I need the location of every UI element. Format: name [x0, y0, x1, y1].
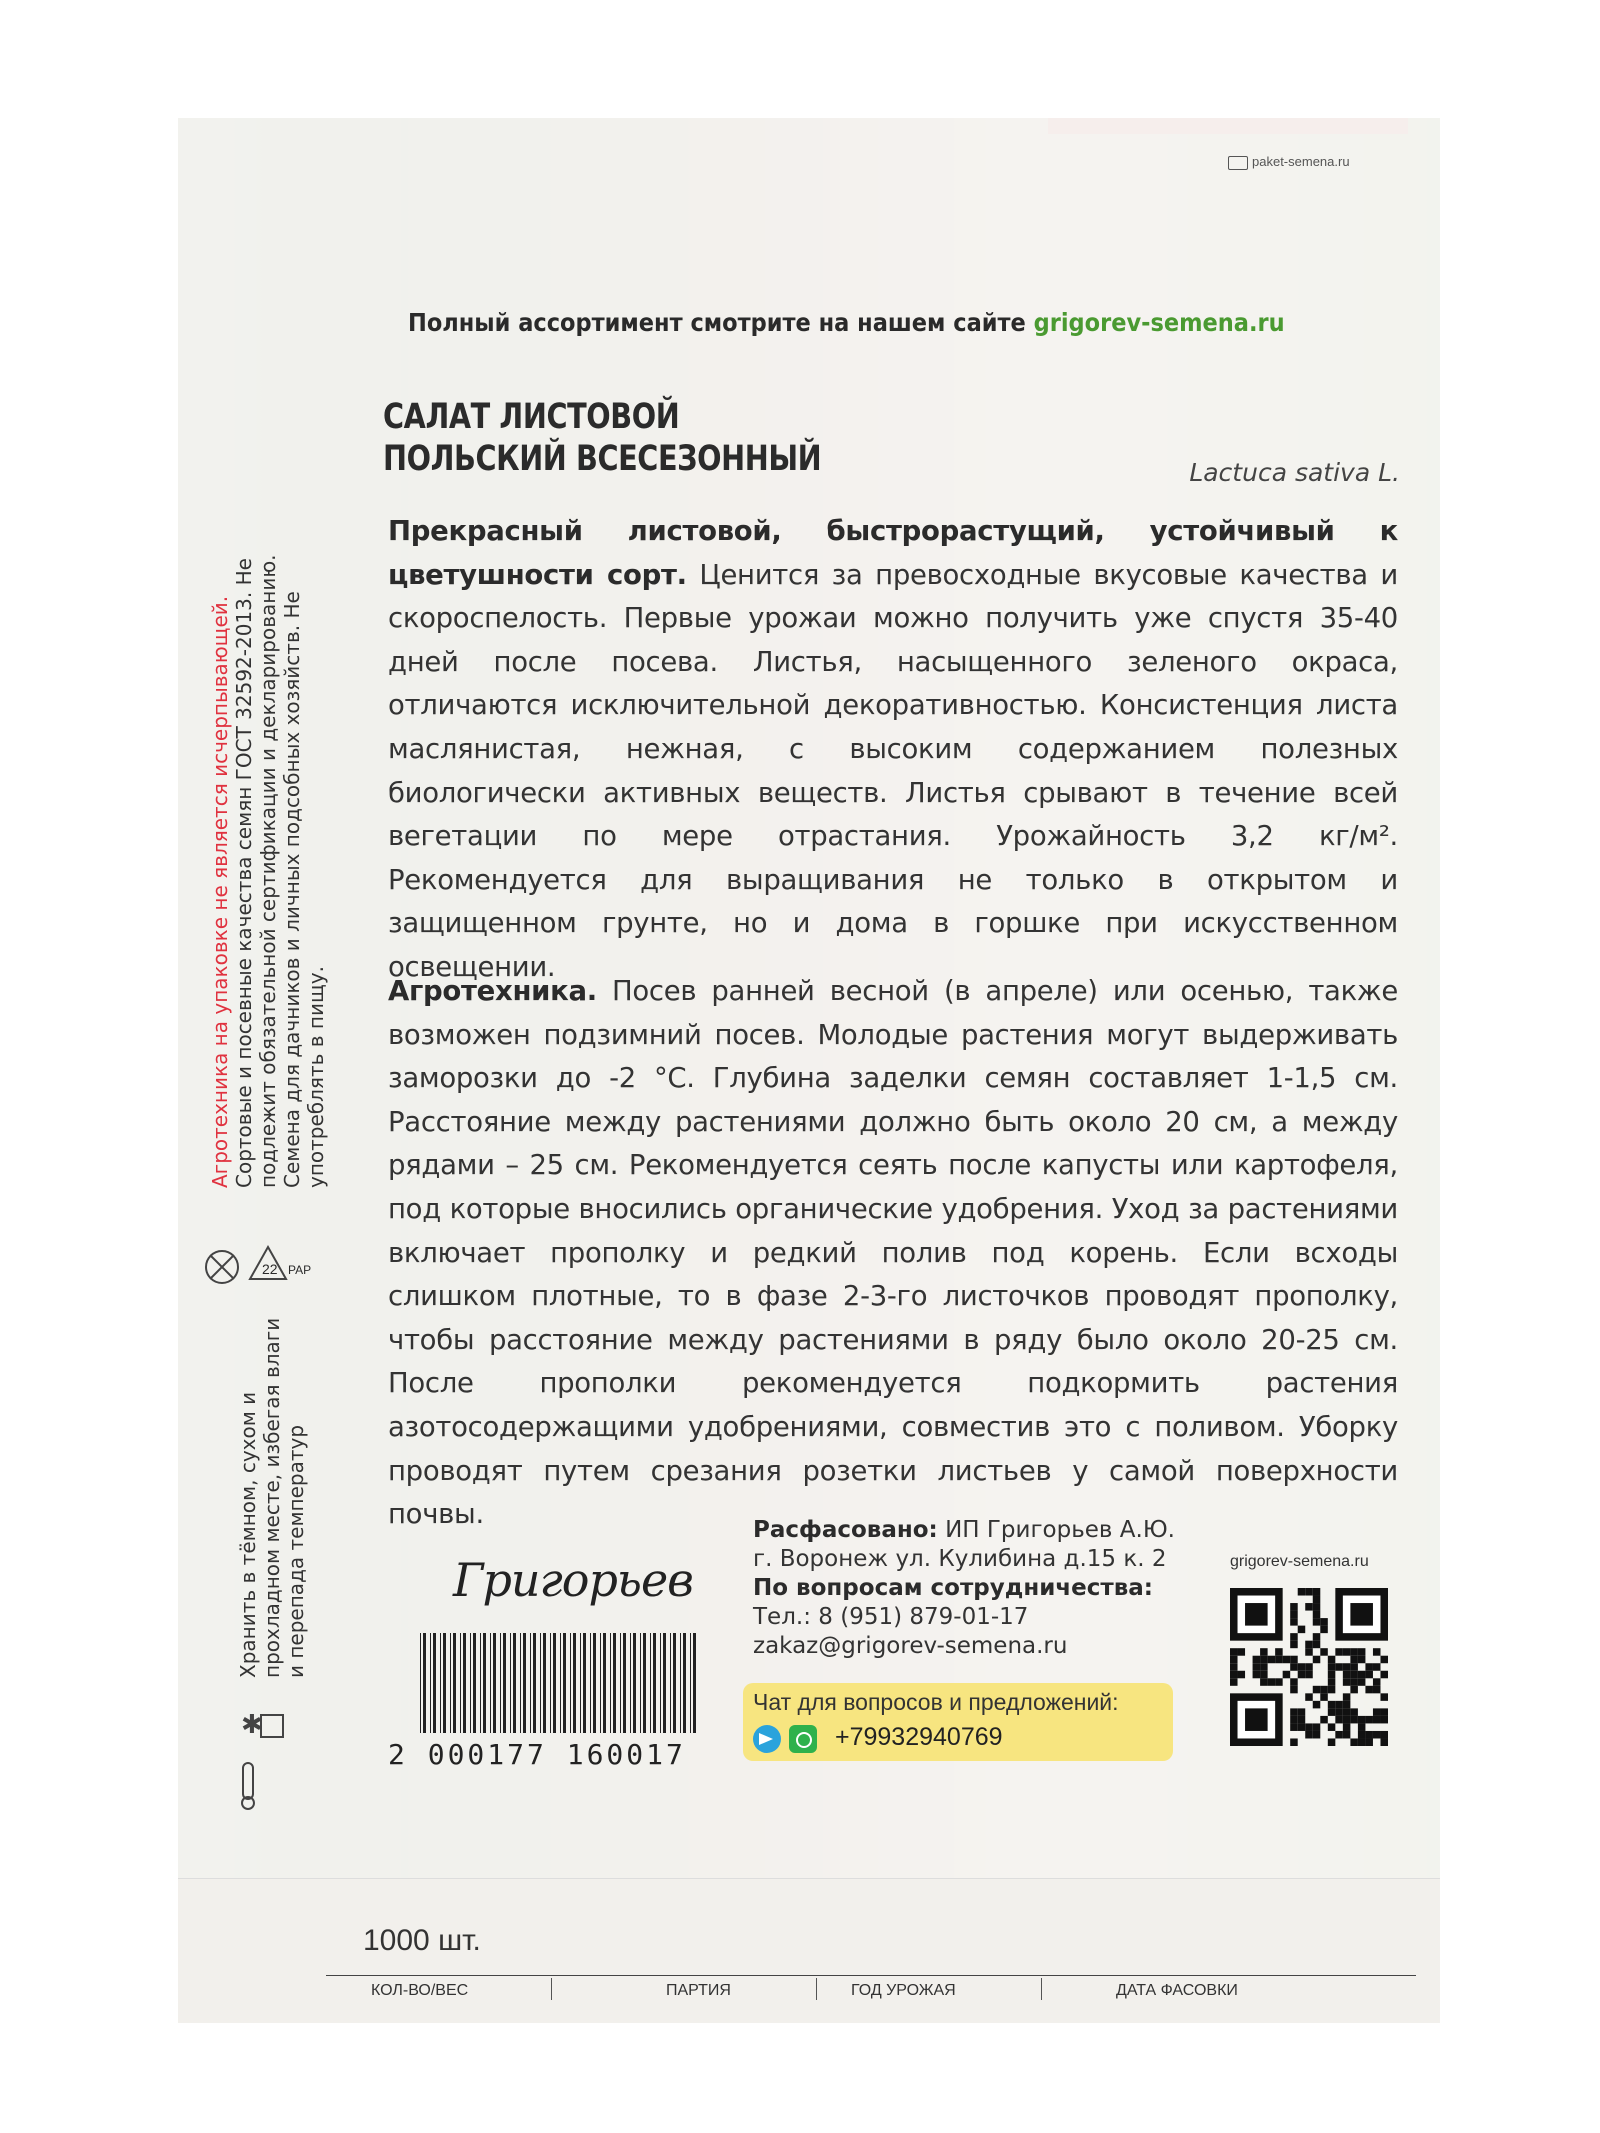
- qr-module: [1283, 1656, 1291, 1664]
- qr-module: [1350, 1686, 1358, 1694]
- description-lead: Прекрасный листовой, быстрорастущий, устойчивый к цветушности сорт.: [388, 515, 1398, 591]
- separator: [551, 1978, 552, 2000]
- barcode-bar: [643, 1633, 646, 1733]
- qr-module: [1290, 1603, 1298, 1611]
- storage-conditions-icon: [233, 1703, 293, 1813]
- barcode-bar: [650, 1633, 651, 1733]
- qr-module: [1305, 1731, 1313, 1739]
- qr-module: [1328, 1723, 1336, 1731]
- qr-module: [1283, 1671, 1291, 1679]
- qr-module: [1290, 1611, 1298, 1619]
- qr-module: [1290, 1686, 1298, 1694]
- qr-module: [1320, 1693, 1328, 1701]
- paket-logo: paket-semena.ru: [1228, 154, 1350, 170]
- barcode-bar: [440, 1633, 441, 1733]
- barcode-bar: [483, 1633, 486, 1733]
- qr-module: [1313, 1656, 1321, 1664]
- qr-module: [1373, 1648, 1381, 1656]
- qr-module: [1320, 1648, 1328, 1656]
- qr-module: [1350, 1708, 1358, 1716]
- barcode-bar: [610, 1633, 611, 1733]
- qr-module: [1350, 1738, 1358, 1746]
- qr-module: [1290, 1633, 1298, 1641]
- quantity: 1000 шт.: [363, 1924, 481, 1957]
- chat-label: Чат для вопросов и предложений:: [753, 1689, 1119, 1715]
- barcode-bar: [423, 1633, 426, 1733]
- barcode-bar: [670, 1633, 671, 1733]
- barcode-bar: [693, 1633, 696, 1733]
- barcode-bar: [620, 1633, 621, 1733]
- qr-module: [1380, 1716, 1388, 1724]
- qr-module: [1313, 1731, 1321, 1739]
- title-line-2: ПОЛЬСКИЙ ВСЕСЕЗОННЫЙ: [383, 439, 822, 479]
- qr-module: [1358, 1678, 1366, 1686]
- qr-module: [1290, 1723, 1298, 1731]
- barcode-bar: [453, 1633, 456, 1733]
- barcode-bar: [530, 1633, 531, 1733]
- qr-module: [1343, 1678, 1351, 1686]
- packed-by: ИП Григорьев А.Ю.: [945, 1517, 1175, 1543]
- qr-module: [1275, 1656, 1283, 1664]
- recycle-icon: [200, 1233, 300, 1303]
- qr-module: [1328, 1671, 1336, 1679]
- title-line-1: САЛАТ ЛИСТОВОЙ: [383, 397, 680, 437]
- barcode-bar: [433, 1633, 436, 1733]
- qr-module: [1358, 1738, 1366, 1746]
- qr-module: [1298, 1723, 1306, 1731]
- qr-module: [1260, 1656, 1268, 1664]
- svg-text:✱: ✱: [241, 1710, 263, 1740]
- qr-module: [1298, 1626, 1306, 1634]
- qr-url: grigorev-semena.ru: [1230, 1553, 1369, 1570]
- qr-module: [1305, 1603, 1313, 1611]
- qr-module: [1350, 1656, 1358, 1664]
- barcode-bar: [473, 1633, 476, 1733]
- site-line-text: Полный ассортимент смотрите на нашем сайте: [408, 308, 1026, 337]
- qr-module: [1298, 1671, 1306, 1679]
- barcode-bar: [593, 1633, 596, 1733]
- agrotech-lead: Агротехника.: [388, 975, 597, 1007]
- qr-module: [1230, 1671, 1238, 1679]
- chat-phone[interactable]: +79932940769: [835, 1723, 1003, 1751]
- qr-module: [1313, 1588, 1321, 1596]
- barcode-bar: [580, 1633, 581, 1733]
- qr-module: [1328, 1663, 1336, 1671]
- qr-module: [1268, 1656, 1276, 1664]
- qr-module: [1320, 1716, 1328, 1724]
- barcode-bar: [653, 1633, 656, 1733]
- qr-module: [1290, 1708, 1298, 1716]
- qr-module: [1313, 1611, 1321, 1619]
- qr-module: [1290, 1738, 1298, 1746]
- barcode-bar: [683, 1633, 686, 1733]
- qr-module: [1238, 1648, 1246, 1656]
- qr-module: [1335, 1701, 1343, 1709]
- barcode-bar: [480, 1633, 481, 1733]
- qr-module: [1343, 1731, 1351, 1739]
- barcode-bar: [673, 1633, 676, 1733]
- barcode-bar: [470, 1633, 471, 1733]
- qr-module: [1290, 1656, 1298, 1664]
- qr-module: [1230, 1656, 1238, 1664]
- agrotech-paragraph: [388, 970, 1398, 1537]
- barcode-bar: [623, 1633, 626, 1733]
- side-info-text: [208, 498, 328, 1188]
- qr-module: [1230, 1648, 1238, 1656]
- barcode-bar: [500, 1633, 501, 1733]
- barcode-bar: [490, 1633, 491, 1733]
- qr-module: [1260, 1648, 1268, 1656]
- qr-module: [1380, 1693, 1388, 1701]
- barcode-bar: [613, 1633, 616, 1733]
- barcode-bar: [533, 1633, 536, 1733]
- qr-module: [1335, 1663, 1343, 1671]
- barcode-bar: [583, 1633, 586, 1733]
- barcode-bar: [443, 1633, 446, 1733]
- bottom-labels: [326, 1978, 1416, 2008]
- qr-module: [1305, 1648, 1313, 1656]
- telegram-icon[interactable]: [753, 1725, 781, 1753]
- phone[interactable]: Тел.: 8 (951) 879-01-17: [753, 1604, 1029, 1630]
- qr-module: [1365, 1716, 1373, 1724]
- qr-module: [1305, 1663, 1313, 1671]
- qr-module: [1305, 1671, 1313, 1679]
- qr-module: [1298, 1663, 1306, 1671]
- qr-module: [1373, 1731, 1381, 1739]
- qr-module: [1365, 1671, 1373, 1679]
- qr-module: [1313, 1723, 1321, 1731]
- barcode-bar: [640, 1633, 641, 1733]
- qr-module: [1305, 1693, 1313, 1701]
- qr-module: [1245, 1708, 1268, 1731]
- qr-module: [1238, 1671, 1246, 1679]
- qr-module: [1328, 1708, 1336, 1716]
- qr-module: [1305, 1588, 1313, 1596]
- whatsapp-icon[interactable]: [789, 1725, 817, 1753]
- qr-module: [1358, 1648, 1366, 1656]
- chat-box: [743, 1683, 1173, 1761]
- qr-module: [1380, 1656, 1388, 1664]
- qr-module: [1365, 1663, 1373, 1671]
- qr-module: [1328, 1678, 1336, 1686]
- recycle-label: PAP: [288, 1263, 312, 1277]
- qr-module: [1343, 1701, 1351, 1709]
- qr-module: [1328, 1738, 1336, 1746]
- address: г. Воронеж ул. Кулибина д.15 к. 2: [753, 1546, 1167, 1572]
- qr-module: [1343, 1716, 1351, 1724]
- recycle-icons: [200, 1233, 312, 1303]
- side-certification: Сортовые и посевные качества семян ГОСТ 32592-2013. Не подлежит обязательной сертификации и декларированию. Семена для дачников и личных подсобных хозяйств. Не употреблять в пищу.: [232, 554, 328, 1188]
- qr-module: [1313, 1603, 1321, 1611]
- coop-label: По вопросам сотрудничества:: [753, 1575, 1153, 1601]
- label-year: ГОД УРОЖАЯ: [851, 1982, 956, 1999]
- barcode-bar: [660, 1633, 661, 1733]
- qr-module: [1373, 1708, 1381, 1716]
- qr-module: [1298, 1708, 1306, 1716]
- agrotech-text: Посев ранней весной (в апреле) или осенью, также возможен подзимний посев. Молодые растения могут выдерживать заморозки до -2 °С. Глубина заделки семян составляет 1-1,5 см. Расстояние между растениями должно быть около 20 см, а между рядами – 25 см. Рекомендуется сеять после капусты или картофеля, под которые вносились органические удобрения. Уход за растениями включает прополку и редкий полив под корень. Если всходы слишком плотные, то в фазе 2-3-го листочков проводят прополку, чтобы расстояние между растениями в ряду было около 20-25 см. После прополки рекомендуется подкормить растения азотосодержащими удобрениями, совместив это с поливом. Уборку проводят путем срезания розетки листьев у самой поверхности почвы.: [388, 975, 1398, 1531]
- qr-module: [1290, 1641, 1298, 1649]
- qr-code[interactable]: [1230, 1588, 1388, 1746]
- barcode-bar: [513, 1633, 516, 1733]
- packet-label: [178, 118, 1440, 2023]
- qr-module: [1313, 1686, 1321, 1694]
- email[interactable]: zakaz@grigorev-semena.ru: [753, 1633, 1068, 1659]
- label-batch: ПАРТИЯ: [666, 1982, 731, 1999]
- qr-module: [1313, 1701, 1321, 1709]
- qr-module: [1253, 1656, 1261, 1664]
- qr-module: [1373, 1716, 1381, 1724]
- qr-module: [1313, 1641, 1321, 1649]
- packed-label: Расфасовано:: [753, 1517, 938, 1543]
- qr-module: [1290, 1618, 1298, 1626]
- qr-module: [1380, 1731, 1388, 1739]
- qr-module: [1350, 1603, 1373, 1626]
- barcode-bar: [633, 1633, 636, 1733]
- seed-packet: [178, 118, 1440, 2023]
- qr-module: [1230, 1678, 1238, 1686]
- barcode-bar: [600, 1633, 601, 1733]
- barcode-bar: [430, 1633, 431, 1733]
- qr-module: [1350, 1671, 1358, 1679]
- qr-module: [1358, 1671, 1366, 1679]
- contacts-block: [753, 1516, 1175, 1661]
- description-paragraph: [388, 510, 1398, 990]
- label-date: ДАТА ФАСОВКИ: [1116, 1982, 1238, 1999]
- site-url-link[interactable]: grigorev-semena.ru: [1033, 308, 1285, 337]
- qr-module: [1358, 1731, 1366, 1739]
- barcode-bar: [550, 1633, 551, 1733]
- qr-module: [1350, 1678, 1358, 1686]
- qr-module: [1365, 1738, 1373, 1746]
- qr-module: [1245, 1603, 1268, 1626]
- qr-module: [1365, 1731, 1373, 1739]
- qr-module: [1313, 1596, 1321, 1604]
- qr-module: [1350, 1663, 1358, 1671]
- qr-module: [1343, 1663, 1351, 1671]
- qr-module: [1373, 1686, 1381, 1694]
- recycle-number: 22: [262, 1261, 278, 1277]
- qr-module: [1328, 1656, 1336, 1664]
- qr-module: [1320, 1686, 1328, 1694]
- qr-module: [1268, 1678, 1276, 1686]
- qr-module: [1298, 1716, 1306, 1724]
- qr-module: [1328, 1686, 1336, 1694]
- qr-module: [1343, 1723, 1351, 1731]
- qr-module: [1320, 1618, 1328, 1626]
- packet-icon: [1228, 156, 1248, 170]
- qr-module: [1230, 1663, 1238, 1671]
- qr-module: [1253, 1671, 1261, 1679]
- brand-signature: Григорьев: [453, 1553, 693, 1607]
- qr-module: [1290, 1678, 1298, 1686]
- qr-module: [1343, 1708, 1351, 1716]
- side-warning: Агротехника на упаковке не является исчерпывающей.: [208, 595, 232, 1188]
- qr-module: [1320, 1626, 1328, 1634]
- qr-module: [1298, 1588, 1306, 1596]
- qr-module: [1313, 1633, 1321, 1641]
- qr-module: [1373, 1663, 1381, 1671]
- barcode-number: 2 000177 160017: [388, 1738, 686, 1771]
- storage-icons: [233, 1703, 293, 1813]
- qr-module: [1343, 1648, 1351, 1656]
- barcode-bar: [570, 1633, 571, 1733]
- barcode-bar: [543, 1633, 546, 1733]
- qr-module: [1335, 1731, 1343, 1739]
- qr-module: [1313, 1618, 1321, 1626]
- qr-module: [1253, 1663, 1261, 1671]
- barcode-bar: [590, 1633, 591, 1733]
- barcode-bar: [503, 1633, 506, 1733]
- qr-module: [1260, 1678, 1268, 1686]
- qr-module: [1350, 1648, 1358, 1656]
- separator: [1041, 1978, 1042, 2000]
- qr-module: [1350, 1716, 1358, 1724]
- qr-module: [1358, 1723, 1366, 1731]
- barcode-bar: [563, 1633, 566, 1733]
- qr-module: [1328, 1701, 1336, 1709]
- barcode-bar: [520, 1633, 521, 1733]
- qr-module: [1343, 1671, 1351, 1679]
- qr-module: [1275, 1648, 1283, 1656]
- qr-module: [1275, 1678, 1283, 1686]
- storage-text: Хранить в тёмном, сухом и прохладном месте, избегая влаги и перепада температур: [236, 1317, 308, 1678]
- qr-module: [1380, 1671, 1388, 1679]
- description-text: Ценится за превосходные вкусовые качества и скороспелость. Первые урожаи можно получить уже спустя 35-40 дней после посева. Листья, насыщенного зеленого окраса, отличаются исключительной декоративностью. Консистенция листа маслянистая, нежная, с высоким содержанием полезных биологически активных веществ. Листья срывают в течение всей вегетации по мере отрастания. Урожайность 3,2 кг/м². Рекомендуется для выращивания не только в открытом и защищенном грунте, но и дома в горшке при искусственном освещении.: [388, 558, 1398, 983]
- barcode-bar: [680, 1633, 681, 1733]
- barcode-bar: [540, 1633, 541, 1733]
- barcode-bar: [560, 1633, 561, 1733]
- barcode-bar: [553, 1633, 556, 1733]
- barcode-bar: [603, 1633, 606, 1733]
- barcode-bar: [573, 1633, 576, 1733]
- qr-module: [1380, 1708, 1388, 1716]
- qr-module: [1358, 1656, 1366, 1664]
- barcode-bar: [463, 1633, 466, 1733]
- qr-module: [1290, 1716, 1298, 1724]
- qr-module: [1335, 1648, 1343, 1656]
- product-title: [383, 396, 821, 480]
- qr-module: [1358, 1716, 1366, 1724]
- barcode-bar: [690, 1633, 691, 1733]
- qr-module: [1380, 1738, 1388, 1746]
- bottom-line: [326, 1975, 1416, 1976]
- latin-name: Lactuca sativa L.: [1189, 458, 1400, 487]
- label-qty: КОЛ-ВО/ВЕС: [371, 1982, 469, 1999]
- qr-module: [1305, 1641, 1313, 1649]
- site-line: [408, 308, 1398, 337]
- qr-module: [1305, 1723, 1313, 1731]
- barcode-bar: [493, 1633, 496, 1733]
- barcode: [418, 1633, 703, 1743]
- qr-module: [1365, 1686, 1373, 1694]
- barcode-bar: [510, 1633, 511, 1733]
- qr-module: [1290, 1663, 1298, 1671]
- qr-module: [1335, 1708, 1343, 1716]
- qr-module: [1260, 1663, 1268, 1671]
- barcode-bar: [630, 1633, 631, 1733]
- qr-module: [1373, 1678, 1381, 1686]
- qr-module: [1335, 1716, 1343, 1724]
- barcode-bar: [523, 1633, 526, 1733]
- barcode-bar: [450, 1633, 451, 1733]
- separator: [816, 1978, 817, 2000]
- barcode-bar: [460, 1633, 461, 1733]
- qr-module: [1343, 1693, 1351, 1701]
- barcode-bar: [663, 1633, 666, 1733]
- barcode-bar: [420, 1633, 421, 1733]
- qr-module: [1260, 1671, 1268, 1679]
